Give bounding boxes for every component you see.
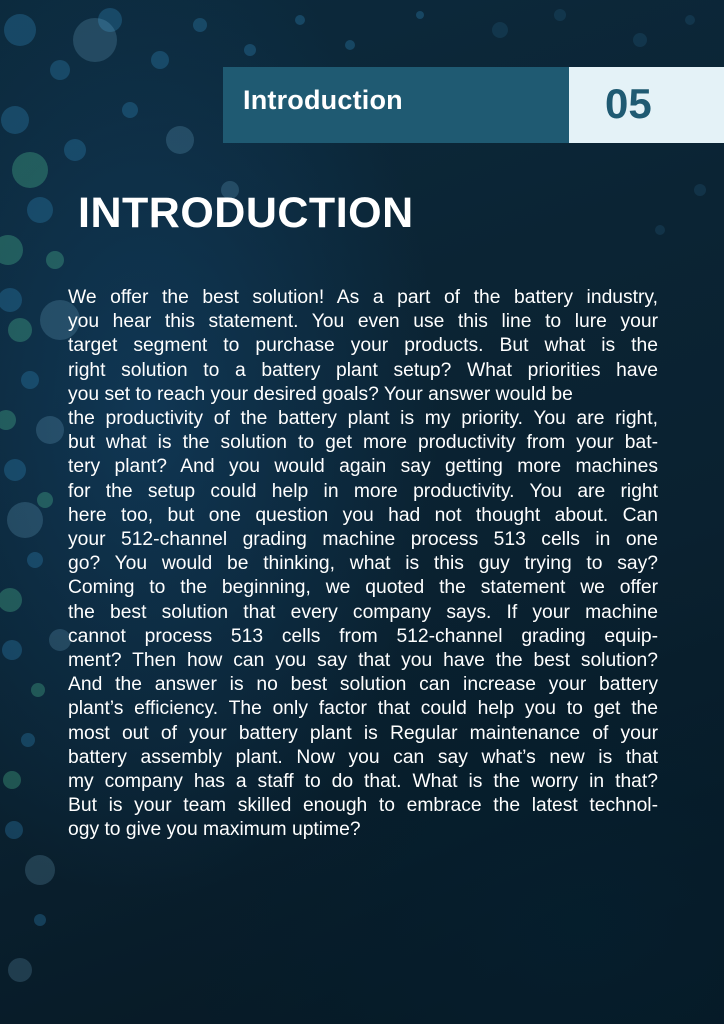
paragraph-line: most out of your battery plant is Regular maintenance of your (68, 722, 658, 744)
body-paragraph (68, 286, 658, 843)
paragraph-line: battery assembly plant. Now you can say what’s new is that (68, 746, 658, 768)
page-number: 05 (605, 80, 652, 127)
paragraph-line: cannot process 513 cells from 512-channel grading equip- (68, 625, 658, 647)
paragraph-line: go? You would be thinking, what is this guy trying to say? (68, 553, 658, 575)
paragraph-line: ogy to give you maximum uptime? (68, 819, 361, 841)
paragraph-line: target segment to purchase your products. But what is the (68, 335, 658, 357)
paragraph-line: tery plant? And you would again say getting more machines (68, 456, 658, 478)
paragraph-line: plant’s efficiency. The only factor that could help you to get the (68, 698, 658, 720)
paragraph-line: my company has a staff to do that. What is the worry in that? (68, 771, 658, 793)
paragraph-line: the best solution that every company says. If your machine (68, 601, 658, 623)
paragraph-line: here too, but one question you had not thought about. Can (68, 504, 658, 526)
paragraph-line: the productivity of the battery plant is my priority. You are right, (68, 408, 658, 430)
page-title: INTRODUCTION (78, 189, 414, 237)
paragraph-line: but what is the solution to get more productivity from your bat- (68, 432, 658, 454)
paragraph-line: right solution to a battery plant setup? What priorities have (68, 359, 658, 381)
section-label: Introduction (243, 85, 403, 115)
paragraph-line: you hear this statement. You even use this line to lure your (68, 311, 658, 333)
paragraph-line: for the setup could help in more productivity. You are right (68, 480, 658, 502)
page-number-box (569, 67, 724, 143)
paragraph-line: your 512-channel grading machine process 513 cells in one (68, 529, 658, 551)
paragraph-line: Coming to the beginning, we quoted the statement we offer (68, 577, 658, 599)
paragraph-line: And the answer is no best solution can increase your battery (68, 674, 658, 696)
paragraph-line: We offer the best solution! As a part of the battery industry, (68, 287, 658, 308)
paragraph-line: But is your team skilled enough to embrace the latest technol- (68, 795, 658, 817)
paragraph-line: you set to reach your desired goals? Your answer would be (68, 383, 573, 405)
paragraph-line: ment? Then how can you say that you have the best solution? (68, 650, 658, 672)
section-header-bar (223, 67, 569, 143)
